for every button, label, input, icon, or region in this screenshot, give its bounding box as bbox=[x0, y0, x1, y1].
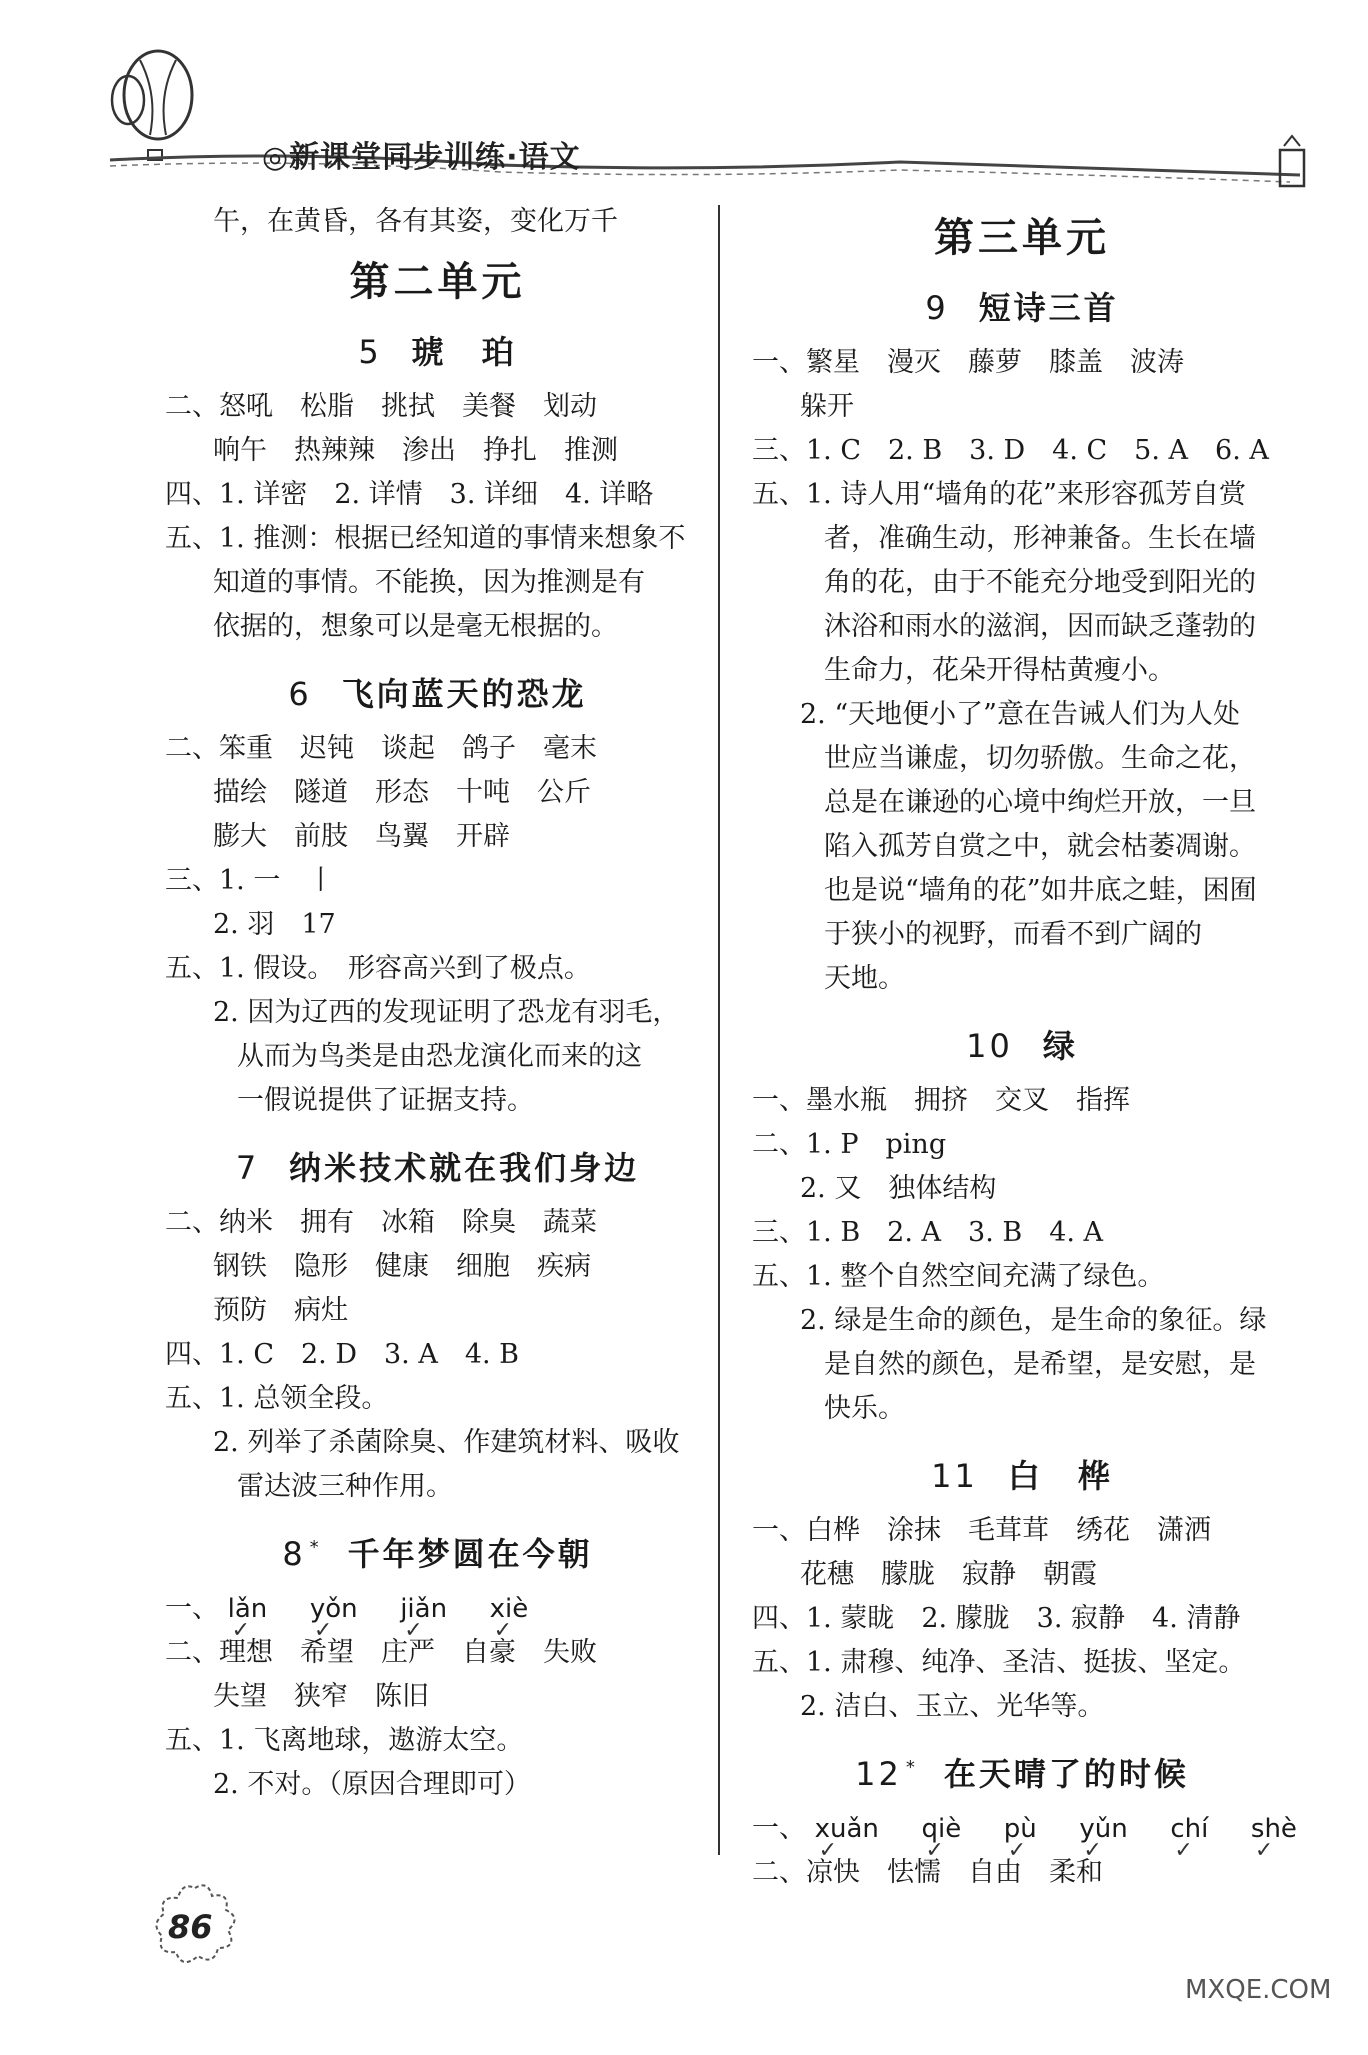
lesson-9-line: 沐浴和雨水的滋润，因而缺乏蓬勃的 bbox=[824, 611, 1256, 642]
lesson-5-title: 5 琥 珀 bbox=[358, 333, 517, 371]
lesson-5-line: 响午 热辣辣 渗出 挣扎 推测 bbox=[213, 435, 618, 466]
page-header bbox=[0, 0, 1368, 200]
pinyin-answer: chí ✓ bbox=[1170, 1807, 1208, 1851]
unit3-title: 第三单元 bbox=[934, 215, 1110, 261]
intro-line: 午，在黄昏，各有其姿，变化万千 bbox=[213, 206, 618, 237]
lesson-5-line: 二、怒吼 松脂 挑拭 美餐 划动 bbox=[165, 391, 597, 422]
lesson-6-line: 三、1. 一 丨 bbox=[165, 865, 335, 896]
check-mark-icon: ✓ bbox=[231, 1618, 251, 1643]
lesson-7-line: 预防 病灶 bbox=[213, 1295, 348, 1326]
page-number: 86 bbox=[168, 1908, 213, 1946]
pinyin-answer: xiè ✓ bbox=[490, 1587, 529, 1631]
lesson-7-title: 7 纳米技术就在我们身边 bbox=[235, 1149, 640, 1187]
lesson-5-line: 依据的，想象可以是毫无根据的。 bbox=[213, 611, 618, 642]
pinyin-answer: yǔn ✓ bbox=[1079, 1807, 1127, 1851]
lesson-9-line: 也是说“墙角的花”如井底之蛙，困囿 bbox=[824, 875, 1257, 906]
lesson-7-line: 2. 列举了杀菌除臭、作建筑材料、吸收 bbox=[213, 1427, 680, 1458]
lesson-9-line: 角的花，由于不能充分地受到阳光的 bbox=[824, 567, 1256, 598]
lesson-6-line: 描绘 隧道 形态 十吨 公斤 bbox=[213, 777, 591, 808]
left-column bbox=[165, 200, 710, 1807]
lesson-9-line: 于狭小的视野，而看不到广阔的 bbox=[824, 919, 1202, 950]
lesson-9-line: 2. “天地便小了”意在告诫人们为人处 bbox=[800, 699, 1240, 730]
lesson-9-line: 天地。 bbox=[824, 963, 905, 994]
lesson-7-line: 雷达波三种作用。 bbox=[237, 1471, 453, 1502]
lesson-9-line: 一、繁星 漫灭 藤萝 膝盖 波涛 bbox=[752, 347, 1184, 378]
lesson-8-line: 2. 不对。（原因合理即可） bbox=[213, 1769, 531, 1800]
lesson-9-line: 世应当谦虚，切勿骄傲。生命之花， bbox=[824, 743, 1256, 774]
column-divider bbox=[718, 205, 720, 1855]
lesson-11-line: 五、1. 肃穆、纯净、圣洁、挺拔、坚定。 bbox=[752, 1647, 1246, 1678]
lesson-6-line: 一假说提供了证据支持。 bbox=[237, 1085, 534, 1116]
lesson-10-title: 10 绿 bbox=[966, 1027, 1078, 1065]
lesson-11-line: 一、白桦 涂抹 毛茸茸 绣花 潇洒 bbox=[752, 1515, 1211, 1546]
lesson-12-pinyin-line: 一、 xuǎn ✓ qiè ✓ pù ✓ yǔn ✓ chí ✓ shè ✓ bbox=[752, 1807, 1292, 1851]
right-column bbox=[752, 200, 1297, 1895]
check-mark-icon: ✓ bbox=[818, 1838, 838, 1863]
pinyin-answer: lǎn ✓ bbox=[228, 1587, 268, 1631]
lesson-10-line: 一、墨水瓶 拥挤 交叉 指挥 bbox=[752, 1085, 1130, 1116]
lesson-9-title: 9 短诗三首 bbox=[925, 289, 1119, 327]
lesson-10-line: 2. 绿是生命的颜色，是生命的象征。绿 bbox=[800, 1305, 1267, 1336]
lesson-9-line: 三、1. C 2. B 3. D 4. C 5. A 6. A bbox=[752, 435, 1269, 466]
lesson-10-line: 2. 又 独体结构 bbox=[800, 1173, 997, 1204]
pinyin-answer: shè ✓ bbox=[1251, 1807, 1297, 1851]
lesson-10-line: 是自然的颜色，是希望，是安慰，是 bbox=[824, 1349, 1256, 1380]
check-mark-icon: ✓ bbox=[404, 1618, 423, 1643]
lesson-6-line: 2. 因为辽西的发现证明了恐龙有羽毛， bbox=[213, 997, 680, 1028]
lesson-9-line: 者，准确生动，形神兼备。生长在墙 bbox=[824, 523, 1256, 554]
check-mark-icon: ✓ bbox=[313, 1618, 333, 1643]
balloon-decoration-icon bbox=[0, 0, 1368, 200]
check-mark-icon: ✓ bbox=[1083, 1838, 1102, 1863]
lesson-10-line: 二、1. P ping bbox=[752, 1129, 947, 1160]
pinyin-answer: qiè ✓ bbox=[921, 1807, 961, 1851]
lesson-10-line: 三、1. B 2. A 3. B 4. A bbox=[752, 1217, 1104, 1248]
lesson-6-line: 二、笨重 迟钝 谈起 鸽子 毫末 bbox=[165, 733, 597, 764]
lesson-11-title: 11 白 桦 bbox=[931, 1457, 1113, 1495]
check-mark-icon: ✓ bbox=[493, 1618, 513, 1643]
lesson-8-line: 二、理想 希望 庄严 自豪 失败 bbox=[165, 1637, 597, 1668]
pinyin-answer: jiǎn ✓ bbox=[400, 1587, 447, 1631]
lesson-8-line: 五、1. 飞离地球，遨游太空。 bbox=[165, 1725, 524, 1756]
lesson-6-line: 2. 羽 17 bbox=[213, 909, 336, 940]
watermark: MXQE.COM bbox=[1185, 1975, 1332, 2005]
lesson-10-line: 五、1. 整个自然空间充满了绿色。 bbox=[752, 1261, 1165, 1292]
lesson-10-line: 快乐。 bbox=[824, 1393, 905, 1424]
lesson-8-line: 失望 狭窄 陈旧 bbox=[213, 1681, 429, 1712]
lesson-6-title: 6 飞向蓝天的恐龙 bbox=[288, 675, 587, 713]
lesson-9-line: 五、1. 诗人用“墙角的花”来形容孤芳自赏 bbox=[752, 479, 1246, 510]
pinyin-answer: yǒn ✓ bbox=[310, 1587, 358, 1631]
unit2-title: 第二单元 bbox=[349, 259, 526, 305]
lesson-11-line: 花穗 朦胧 寂静 朝霞 bbox=[800, 1559, 1097, 1590]
lesson-7-line: 二、纳米 拥有 冰箱 除臭 蔬菜 bbox=[165, 1207, 597, 1238]
lesson-8-title: 8 * 千年梦圆在今朝 bbox=[282, 1535, 593, 1573]
lesson-7-line: 五、1. 总领全段。 bbox=[165, 1383, 389, 1414]
check-mark-icon: ✓ bbox=[1254, 1838, 1274, 1863]
lesson-12-title: 12 * 在天晴了的时候 bbox=[855, 1755, 1189, 1793]
check-mark-icon: ✓ bbox=[1007, 1838, 1027, 1863]
check-mark-icon: ✓ bbox=[1174, 1838, 1193, 1863]
lesson-6-line: 膨大 前肢 鸟翼 开辟 bbox=[213, 821, 510, 852]
lesson-5-line: 四、1. 详密 2. 详情 3. 详细 4. 详略 bbox=[165, 479, 654, 510]
lesson-12-line: 二、凉快 怯懦 自由 柔和 bbox=[752, 1857, 1103, 1888]
lesson-9-line: 陷入孤芳自赏之中，就会枯萎凋谢。 bbox=[824, 831, 1256, 862]
lesson-9-line: 总是在谦逊的心境中绚烂开放，一旦 bbox=[824, 787, 1256, 818]
lesson-6-line: 从而为鸟类是由恐龙演化而来的这 bbox=[237, 1041, 642, 1072]
lesson-9-line: 躲开 bbox=[800, 391, 854, 422]
lesson-11-line: 2. 洁白、玉立、光华等。 bbox=[800, 1691, 1105, 1722]
lesson-8-pinyin-line: 一、 lǎn ✓ yǒn ✓ jiǎn ✓ xiè ✓ bbox=[165, 1587, 710, 1631]
lesson-9-line: 生命力，花朵开得枯黄瘦小。 bbox=[824, 655, 1175, 686]
page-number-badge bbox=[150, 1880, 240, 1970]
check-mark-icon: ✓ bbox=[925, 1838, 944, 1863]
pinyin-answer: xuǎn ✓ bbox=[815, 1807, 879, 1851]
series-title: ◎新课堂同步训练·语文 bbox=[262, 140, 581, 175]
lesson-7-line: 钢铁 隐形 健康 细胞 疾病 bbox=[213, 1251, 591, 1282]
lesson-5-line: 知道的事情。不能换，因为推测是有 bbox=[213, 567, 645, 598]
lesson-6-line: 五、1. 假设。 形容高兴到了极点。 bbox=[165, 953, 591, 984]
lesson-5-line: 五、1. 推测：根据已经知道的事情来想象不 bbox=[165, 523, 686, 554]
lesson-11-line: 四、1. 蒙眬 2. 朦胧 3. 寂静 4. 清静 bbox=[752, 1603, 1241, 1634]
lesson-7-line: 四、1. C 2. D 3. A 4. B bbox=[165, 1339, 520, 1370]
pinyin-answer: pù ✓ bbox=[1004, 1807, 1037, 1851]
